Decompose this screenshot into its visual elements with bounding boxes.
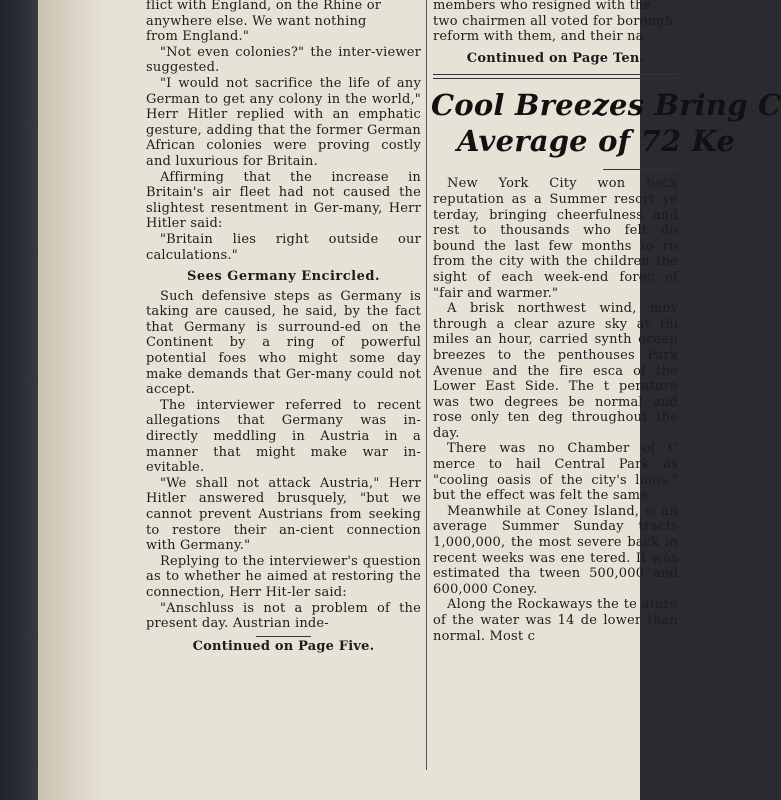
article-paragraph: "Not even colonies?" the inter-viewer suggested. <box>146 44 421 76</box>
left-top-line: anywhere else. We want nothing <box>146 13 367 29</box>
article-paragraph: Affirming that the increase in Britain's air fleet had not caused the slightest resentment in Ger-many, Herr Hitler said: <box>146 169 421 232</box>
book-binding <box>0 0 40 800</box>
left-top-line: flict with England, on the Rhine or <box>146 0 382 13</box>
newspaper-page <box>38 0 781 800</box>
article-paragraph: Meanwhile at Coney Island, w an average Summer Sunday tracts 1,000,000, the most severe back in recent weeks was ene tered. It was estimated tha tween 500,000 and 600,000 Coney. <box>433 503 678 597</box>
left-top-line: from England." <box>146 29 250 45</box>
headline-rule <box>433 74 678 79</box>
subheading: Sees Germany Encircled. <box>186 269 380 285</box>
continued-line: Continued on Page Ten. <box>466 50 645 66</box>
divider <box>256 636 311 637</box>
article-paragraph: The interviewer referred to recent allegations that Germany was in-directly meddling in Austria in a manner that might make war in-evitable. <box>146 397 421 476</box>
article-paragraph: Such defensive steps as Germany is taking are caused, he said, by the fact that Germany is surround-ed on the Continent by a ring of powerful potential foes who might some day make demands that Ger-many could not accept. <box>146 288 421 398</box>
right-top-line: members who resigned with the <box>433 0 652 13</box>
headline: Average of 72 Ke <box>457 124 736 159</box>
right-column <box>431 0 781 644</box>
continued-line: Continued on Page Five. <box>192 638 375 654</box>
article-paragraph: Replying to the interviewer's question as to whether he aimed at restoring the connection, Herr Hit-ler said: <box>146 553 421 600</box>
left-column <box>146 0 421 654</box>
article-paragraph: Along the Rockaways the te ature of the water was 14 de lower than normal. Most c <box>433 597 678 644</box>
article-paragraph: "Britain lies right outside our calculations." <box>146 231 421 263</box>
right-top-line: reform with them, and their na <box>433 29 644 45</box>
article-paragraph: New York City won back reputation as a Summer resort ye terday, bringing cheerfulness and rest to thousands who felt du bound the last few months to ru from the city with the children the sight of each week-end forec of "fair and warmer." <box>433 176 678 301</box>
article-paragraph: There was no Chamber of C merce to hail Central Park as "cooling oasis of the city's lions," but the effect was felt the same. <box>433 441 678 504</box>
headline: Cool Breezes Bring C <box>431 88 781 123</box>
right-top-line: two chairmen all voted for borough <box>433 13 674 29</box>
article-paragraph: A brisk northwest wind, mov through a clear azure sky at thi miles an hour, carried synth ocean breezes to the penthouses Park Avenue and the fire esca of the Lower East Side. The t perature was two degrees be normal and rose only ten deg throughout the day. <box>433 301 678 441</box>
article-paragraph: "Anschluss is not a problem of the present day. Austrian inde- <box>146 600 421 632</box>
column-rule <box>426 0 427 770</box>
article-paragraph: "I would not sacrifice the life of any German to get any colony in the world," Herr Hitler replied with an emphatic gesture, adding that the former German African colonies were proving costly and luxurious for Britain. <box>146 75 421 169</box>
article-paragraph: "We shall not attack Austria," Herr Hitler answered brusquely, "but we cannot prevent Austrians from seeking to restore their an-cient connection with Germany." <box>146 475 421 554</box>
divider <box>603 169 678 170</box>
